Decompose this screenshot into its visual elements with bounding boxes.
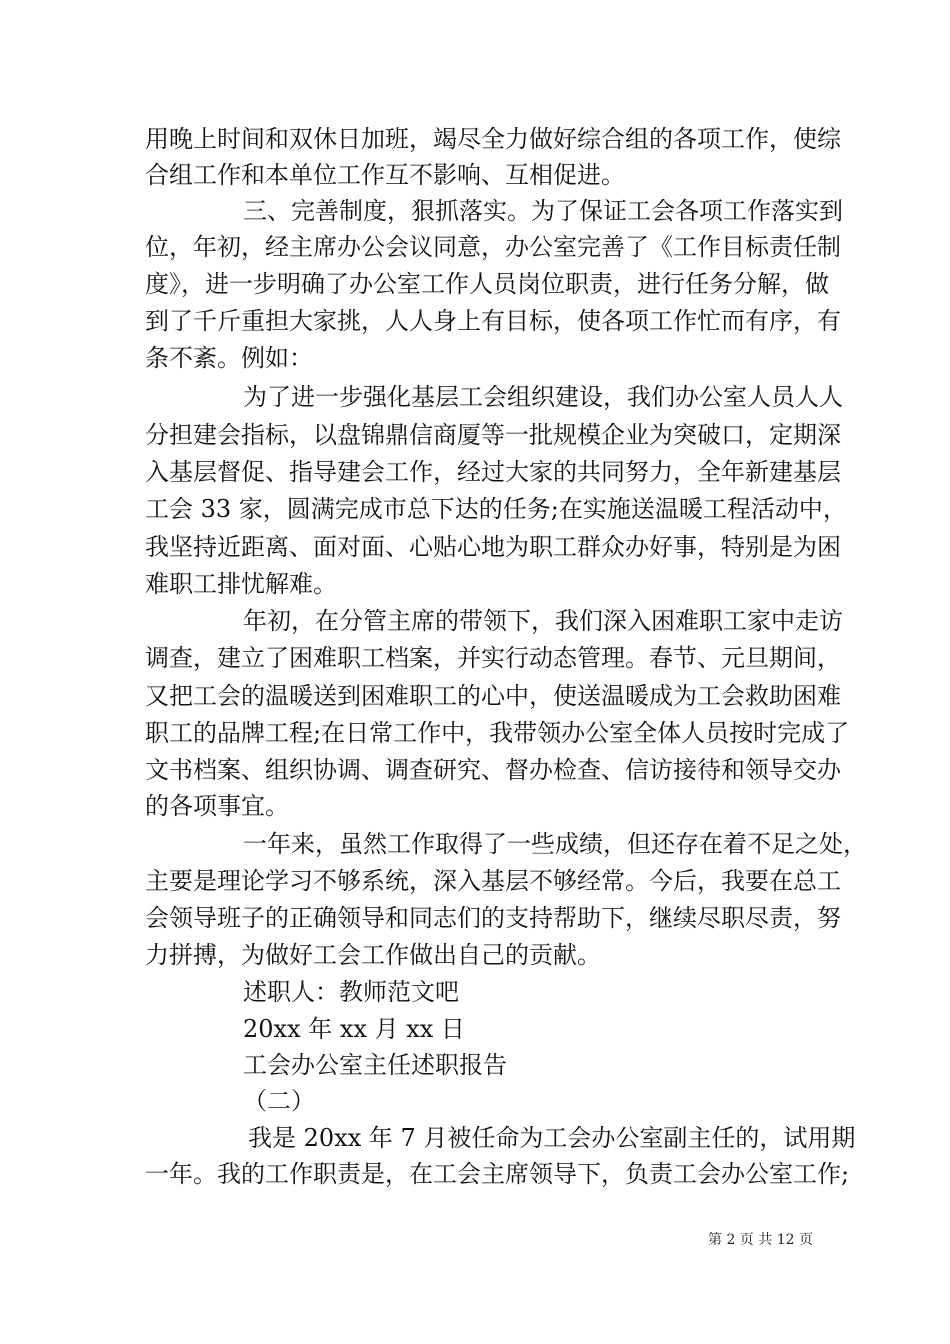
text-line: 年初，在分管主席的带领下，我们深入困难职工家中走访 (243, 607, 843, 635)
text-line: 合组工作和本单位工作互不影响、互相促进。 (145, 161, 625, 189)
text-line: 到了千斤重担大家挑，人人身上有目标，使各项工作忙而有序，有 (145, 307, 841, 335)
text-line: 调查，建立了困难职工档案，并实行动态管理。春节、元旦期间， (145, 644, 841, 672)
text-line: 度》，进一步明确了办公室工作人员岗位职责，进行任务分解，做 (145, 270, 829, 298)
text-line: 难职工排忧解难。 (145, 570, 337, 598)
text-line: 位，年初，经主席办公会议同意，办公室完善了《工作目标责任制 (145, 233, 841, 261)
date-line: 20xx 年 xx 月 xx 日 (243, 1015, 465, 1043)
text-line: 条不紊。例如： (145, 344, 313, 372)
section-number: （二） (243, 1087, 315, 1115)
text-line: 为了进一步强化基层工会组织建设，我们办公室人员人人 (243, 383, 843, 411)
text-line: 又把工会的温暖送到困难职工的心中，使送温暖成为工会救助困难 (145, 682, 841, 710)
text-line: 文书档案、组织协调、调查研究、督办检查、信访接待和领导交办 (145, 756, 841, 784)
signature-line: 述职人：教师范文吧 (243, 978, 459, 1006)
text-line: 力拼搏，为做好工会工作做出自己的贡献。 (145, 941, 601, 969)
text-line: 工会 33 家，圆满完成市总下达的任务;在实施送温暖工程活动中， (145, 495, 847, 523)
text-line: 一年。我的工作职责是，在工会主席领导下，负责工会办公室工作; (145, 1160, 850, 1188)
text-line: 我坚持近距离、面对面、心贴心地为职工群众办好事，特别是为困 (145, 533, 841, 561)
text-line: 的各项事宜。 (145, 792, 289, 820)
section-title: 工会办公室主任述职报告 (243, 1051, 507, 1079)
text-line: 入基层督促、指导建会工作，经过大家的共同努力，全年新建基层 (145, 458, 841, 486)
text-line: 三、完善制度，狠抓落实。为了保证工会各项工作落实到 (243, 197, 843, 225)
text-line: 我是 20xx 年 7 月被任命为工会办公室副主任的，试用期 (248, 1124, 856, 1152)
text-line: 分担建会指标，以盘锦鼎信商厦等一批规模企业为突破口，定期深 (145, 421, 841, 449)
page-footer: 第 2 页 共 12 页 (708, 1232, 813, 1248)
text-line: 主要是理论学习不够系统，深入基层不够经常。今后，我要在总工 (145, 867, 841, 895)
text-line: 职工的品牌工程;在日常工作中，我带领办公室全体人员按时完成了 (145, 719, 850, 747)
text-line: 一年来，虽然工作取得了一些成绩，但还存在着不足之处， (243, 830, 867, 858)
text-line: 用晚上时间和双休日加班，竭尽全力做好综合组的各项工作，使综 (145, 125, 841, 153)
text-line: 会领导班子的正确领导和同志们的支持帮助下，继续尽职尽责，努 (145, 904, 841, 932)
